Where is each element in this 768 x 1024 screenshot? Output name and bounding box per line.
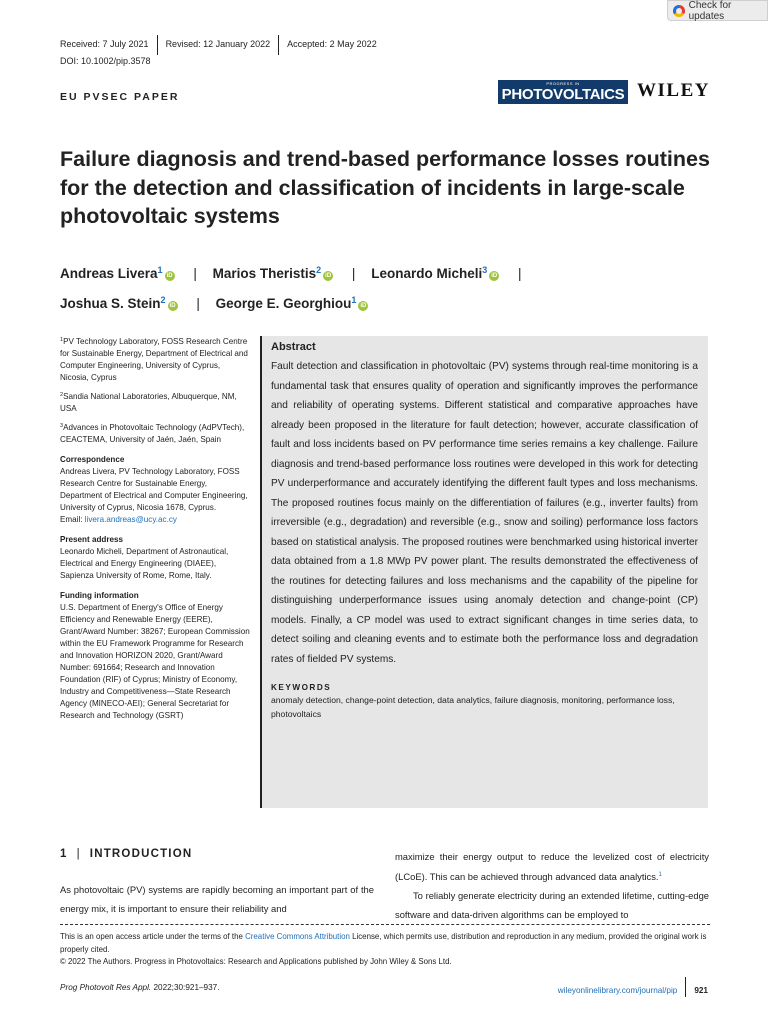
abstract-box	[262, 336, 708, 808]
email-link[interactable]: livera.andreas@ucy.ac.cy	[84, 515, 177, 524]
author-affiliation-sup[interactable]: 2	[316, 265, 322, 275]
author-name[interactable]: Andreas Livera	[60, 266, 158, 281]
correspondence-heading: Correspondence	[60, 455, 125, 464]
keywords-heading: KEYWORDS	[271, 683, 332, 692]
citation-details: 2022;30:921–937.	[151, 983, 220, 992]
affiliation-sup: 3	[60, 423, 64, 429]
journal-logo-small: PROGRESS IN	[546, 81, 580, 86]
heading-separator: |	[76, 848, 81, 860]
creative-commons-link[interactable]: Creative Commons Attribution	[245, 932, 350, 941]
license-post: License, which permits use, distribution and reproduction in any medium, provided the original work is properly cited.	[60, 932, 707, 954]
license-pre: This is an open access article under the terms of the	[60, 932, 246, 941]
paper-title: Failure diagnosis and trend-based performance losses routines for the detection and classification of incidents in large-scale photovoltaic systems	[60, 147, 710, 228]
article-sidebar	[60, 334, 250, 728]
publisher-logo[interactable]: WILEY	[637, 80, 710, 101]
author-affiliation-sup[interactable]: 1	[157, 265, 163, 275]
orcid-icon[interactable]: iD	[169, 303, 176, 309]
author-separator: |	[193, 266, 197, 281]
affiliation	[60, 389, 250, 415]
author-name[interactable]: Marios Theristis	[212, 266, 317, 281]
page-number: 921	[694, 985, 708, 995]
check-for-updates-button[interactable]	[667, 0, 768, 21]
author-separator: |	[351, 266, 356, 281]
abstract-heading: Abstract	[271, 341, 316, 353]
funding-text: U.S. Department of Energy's Office of Energy Efficiency and Renewable Energy (EERE), Grant/Award Number: 38267; European Commission within the EU Framework Programme for Research and Innovation HORIZON 2020, Grant/Award Number: 691664; Research and Innovation Foundation (RIF) of Cyprus; Ministry of Economy, Industry and Competitiveness—State Research Agency (MINECO-AEI); General Secretariat for Research and Technology (GSRT)	[60, 603, 250, 720]
license-text	[60, 931, 710, 956]
affiliation-text: PV Technology Laboratory, FOSS Research Centre for Sustainable Energy, Department of Electrical and Computer Engineering, University of Cyprus, Nicosia, Cyprus	[60, 337, 248, 382]
check-for-updates-label: Check for updates	[688, 0, 732, 22]
present-address-heading: Present address	[60, 535, 123, 544]
correspondence-email	[60, 514, 250, 526]
intro-column-right	[395, 847, 709, 924]
intro-column-left: As photovoltaic (PV) systems are rapidly becoming an important part of the energy mix, it is important to ensure their reliability and	[60, 884, 374, 914]
author-separator: |	[518, 266, 522, 281]
author-name[interactable]: Joshua S. Stein	[60, 296, 161, 311]
section-number: 1	[60, 848, 68, 860]
orcid-icon[interactable]: iD	[325, 273, 332, 279]
author-name[interactable]: Leonardo Micheli	[371, 266, 483, 281]
received-date: Received: 7 July 2021	[60, 39, 149, 49]
present-address-block	[60, 534, 250, 582]
journal-citation	[60, 983, 219, 992]
orcid-icon[interactable]: iD	[166, 273, 173, 279]
journal-logo-title: PHOTOVOLTAICS	[501, 86, 625, 103]
doi[interactable]: DOI: 10.1002/pip.3578	[60, 56, 151, 66]
orcid-icon[interactable]: iD	[491, 273, 498, 279]
author-affiliation-sup[interactable]: 2	[160, 295, 166, 305]
crossmark-icon	[673, 5, 685, 17]
email-label: Email:	[60, 515, 85, 524]
orcid-icon[interactable]: iD	[360, 303, 367, 309]
section-tag: EU PVSEC PAPER	[60, 91, 180, 103]
keywords-list: anomaly detection, change-point detection, data analytics, failure diagnosis, monitoring, performance loss, photovoltaics	[271, 695, 675, 719]
revised-date: Revised: 12 January 2022	[165, 39, 271, 49]
article-dates	[60, 38, 385, 55]
intro-paragraph: To reliably generate electricity during an extended lifetime, cutting-edge software and data-driven algorithms can be employed to	[395, 890, 709, 921]
author-affiliation-sup[interactable]: 1	[351, 295, 357, 305]
copyright-text: © 2022 The Authors. Progress in Photovoltaics: Research and Applications published by John Wiley & Sons Ltd.	[60, 957, 452, 966]
author-list	[60, 257, 700, 317]
correspondence-block	[60, 454, 250, 526]
accepted-date: Accepted: 2 May 2022	[287, 39, 377, 49]
journal-abbrev: Prog Photovolt Res Appl.	[60, 983, 152, 992]
author-affiliation-sup[interactable]: 3	[482, 265, 488, 275]
affiliation-sup: 1	[60, 337, 64, 343]
author-separator: |	[196, 296, 200, 311]
intro-paragraph-text: maximize their energy output to reduce the levelized cost of electricity (LCoE). This can be achieved through advanced data analytics.	[395, 851, 709, 883]
reference-link[interactable]: 1	[658, 872, 662, 878]
footer-divider	[685, 977, 686, 997]
author-name[interactable]: George E. Georghiou	[215, 296, 352, 311]
journal-url-link[interactable]: wileyonlinelibrary.com/journal/pip	[557, 985, 678, 995]
journal-logo[interactable]	[498, 80, 628, 104]
footnote-divider	[60, 924, 710, 925]
funding-block	[60, 590, 250, 722]
affiliation	[60, 420, 250, 446]
affiliation-sup: 2	[60, 392, 64, 398]
license-notice	[60, 931, 710, 969]
intro-paragraph	[395, 847, 709, 886]
page-footer-right	[558, 983, 708, 997]
affiliation	[60, 334, 250, 384]
affiliation-text: Sandia National Laboratories, Albuquerque, NM, USA	[60, 392, 237, 413]
affiliation-text: Advances in Photovoltaic Technology (AdPVTech), CEACTEMA, University of Jaén, Jaén, Spain	[60, 423, 245, 444]
funding-heading: Funding information	[60, 591, 139, 600]
present-address-text: Leonardo Micheli, Department of Astronautical, Electrical and Energy Engineering (DIAEE), Sapienza University of Rome, Rome, Italy.	[60, 547, 229, 580]
section-title: INTRODUCTION	[89, 848, 193, 860]
intro-heading	[60, 848, 192, 860]
abstract-body: Fault detection and classification in photovoltaic (PV) systems through real-time monitoring is a fundamental task that ensures quality of operation and significantly improves the performance and reliability of operating systems. Different statistical and comparative approaches have already been proposed in the literature for fault detection; however, accurate classification of fault and loss incidents based on PV performance time series remains a key challenge. Failure diagnosis and trend-based performance loss routines were developed in this work for detecting PV underperformance and accurately identifying the different fault types and loss mechanisms. The proposed routines focus mainly on the differentiation of failures (e.g., inverter faults) from irreversible (e.g., degradation) and reversible (e.g., snow and soiling) performance loss factors based on statistical analysis. The proposed routines were benchmarked using historical inverter data obtained from a 1.8 MWp PV power plant. The results demonstrated the effectiveness of the routines for detecting failures and loss mechanisms and the capability of the pipeline for distinguishing underperformance issues using anomaly detection and change-point (CP) models. Finally, a CP model was used to extract significant changes in time series data, to detect soiling and cleaning events and to estimate both the performance loss and degradation rates of fielded PV systems.	[271, 361, 698, 665]
correspondence-text: Andreas Livera, PV Technology Laboratory, FOSS Research Centre for Sustainable Energy, Department of Electrical and Computer Engineering, University of Cyprus, Nicosia 1678, Cyprus.	[60, 467, 248, 512]
